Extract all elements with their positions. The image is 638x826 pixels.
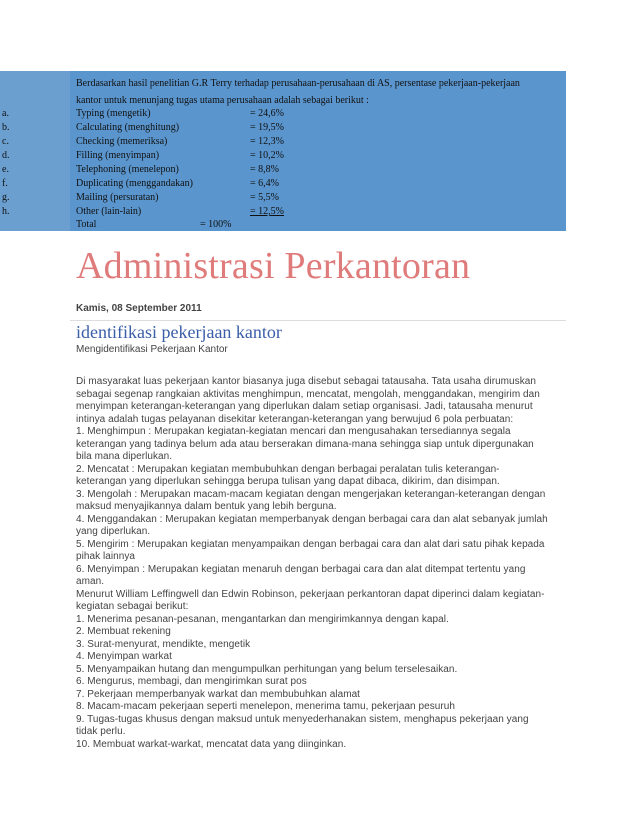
body-line: 8. Macam-macam pekerjaan seperti menelepon, menerima tamu, pekerjaan pesuruh [76,701,455,712]
item-letter: f. [2,178,8,189]
body-line: bila mana diperlukan. [76,451,173,462]
body-line: yang diperlukan. [76,526,151,537]
body-line: 4. Menyimpan warkat [76,651,172,662]
item-letter: g. [2,192,10,203]
body-line: keterangan yang diperlukan sehingga berupa tulisan yang dapat dibaca, dikirim, dan disimpan. [76,476,500,487]
body-line: 1. Menerima pesanan-pesanan, mengantarkan dan mengirimkannya dengan kapal. [76,613,449,625]
item-label: Typing (mengetik) [76,108,151,119]
item-value: = 10,2% [250,150,284,161]
total-row [0,219,566,231]
total-label: Total [76,219,97,230]
item-label: Checking (memeriksa) [76,136,168,147]
divider [70,320,566,321]
item-value: = 6,4% [250,178,279,189]
item-letter: e. [2,164,9,175]
item-value: = 5,5% [250,192,279,203]
body-line: aman. [76,576,105,587]
item-label: Duplicating (menggandakan) [76,178,193,189]
body-line: menyimpan keterangan-keterangan yang diperlukan dalam setiap organisasi. Jadi, tatausaha menurut [76,401,533,412]
body-line: 6. Mengurus, membagi, dan mengirimkan surat pos [76,676,307,687]
body-line: 9. Tugas-tugas khusus dengan maksud untuk menyederhanakan sistem, menghapus pekerjaan yang [76,713,529,725]
item-letter: b. [2,122,10,133]
post-title[interactable]: identifikasi pekerjaan kantor [76,322,282,342]
body-line: intinya adalah tugas pelayanan disekitar keterangan-keterangan yang berwujud 6 pola perbuatan: [76,413,514,425]
item-value: = 12,3% [250,136,284,147]
body-line: tidak perlu. [76,726,126,737]
body-line: 5. Menyampaikan hutang dan mengumpulkan perhitungan yang belum terselesaikan. [76,663,458,675]
item-label: Calculating (menghitung) [76,122,180,133]
item-value: = 12,5% [250,206,284,217]
list-item [0,108,566,120]
body-line: 2. Mencatat : Merupakan kegiatan membubuhkan dengan berbagai peralatan tulis keterangan- [76,463,500,475]
list-item [0,122,566,134]
body-line: 1. Menghimpun : Merupakan kegiatan-kegiatan mencari dan mengusahakan tersediannya segala [76,426,511,437]
blog-title[interactable]: Administrasi Perkantoran [76,245,471,287]
list-item [0,164,566,176]
body-line: 5. Mengirim : Merupakan kegiatan menyampaikan dengan berbagai cara dan alat dari satu pihak kepada [76,538,545,550]
item-letter: d. [2,150,10,161]
item-letter: c. [2,136,9,147]
list-item [0,150,566,162]
body-line: keterangan yang tadinya belum ada atau berserakan dimana-mana sehingga siap untuk dipergunakan [76,438,534,450]
item-label: Telephoning (menelepon) [76,164,179,175]
percentage-table-block [0,71,566,231]
post-date: Kamis, 08 September 2011 [76,303,202,314]
body-line: maksud menyajikannya dalam bentuk yang lebih berguna. [76,501,337,512]
item-label: Mailing (persuratan) [76,192,159,203]
body-line: 7. Pekerjaan memperbanyak warkat dan membubuhkan alamat [76,688,361,700]
item-value: = 19,5% [250,122,284,133]
body-line: 4. Menggandakan : Merupakan kegiatan memperbanyak dengan berbagai cara dan alat sebanyak jumlah [76,513,548,525]
body-line: 3. Surat-menyurat, mendikte, mengetik [76,638,251,650]
body-line: Di masyarakat luas pekerjaan kantor biasanya juga disebut sebagai tatausaha. Tata usaha dirumuskan [76,376,536,387]
body-line: 6. Menyimpan : Merupakan kegiatan menaruh dengan berbagai cara dan alat ditempat tertentu yang [76,563,526,575]
item-letter: a. [2,108,9,119]
post-body [76,376,566,751]
item-label: Filling (menyimpan) [76,150,160,161]
body-line: sebagai segenap rangkaian aktivitas menghimpun, mencatat, mengolah, menggandakan, mengirim dan [76,388,540,400]
item-value: = 24,6% [250,108,284,119]
body-line: 10. Membuat warkat-warkat, mencatat data yang diinginkan. [76,738,347,750]
body-line: pihak lainnya [76,551,136,562]
post-subtitle: Mengidentifikasi Pekerjaan Kantor [76,344,228,355]
list-item [0,136,566,148]
item-value: = 8,8% [250,164,279,175]
list-item [0,192,566,204]
list-item [0,206,566,218]
body-line: 2. Membuat rekening [76,626,171,637]
intro-line-2: kantor untuk menunjang tugas utama perusahaan adalah sebagai berikut : [76,95,369,106]
item-letter: h. [2,206,10,217]
total-value: = 100% [200,219,232,230]
intro-line-1: Berdasarkan hasil penelitian G.R Terry terhadap perusahaan-perusahaan di AS, persentase pekerjaan-pekerjaan [76,78,520,89]
body-line: Menurut William Leffingwell dan Edwin Robinson, pekerjaan perkantoran dapat diperinci dalam kegiatan- [76,588,545,600]
item-label: Other (lain-lain) [76,206,142,217]
list-item [0,178,566,190]
body-line: 3. Mengolah : Merupakan macam-macam kegiatan dengan mengerjakan keterangan-keterangan dengan [76,488,546,500]
body-line: kegiatan sebagai berikut: [76,601,189,612]
